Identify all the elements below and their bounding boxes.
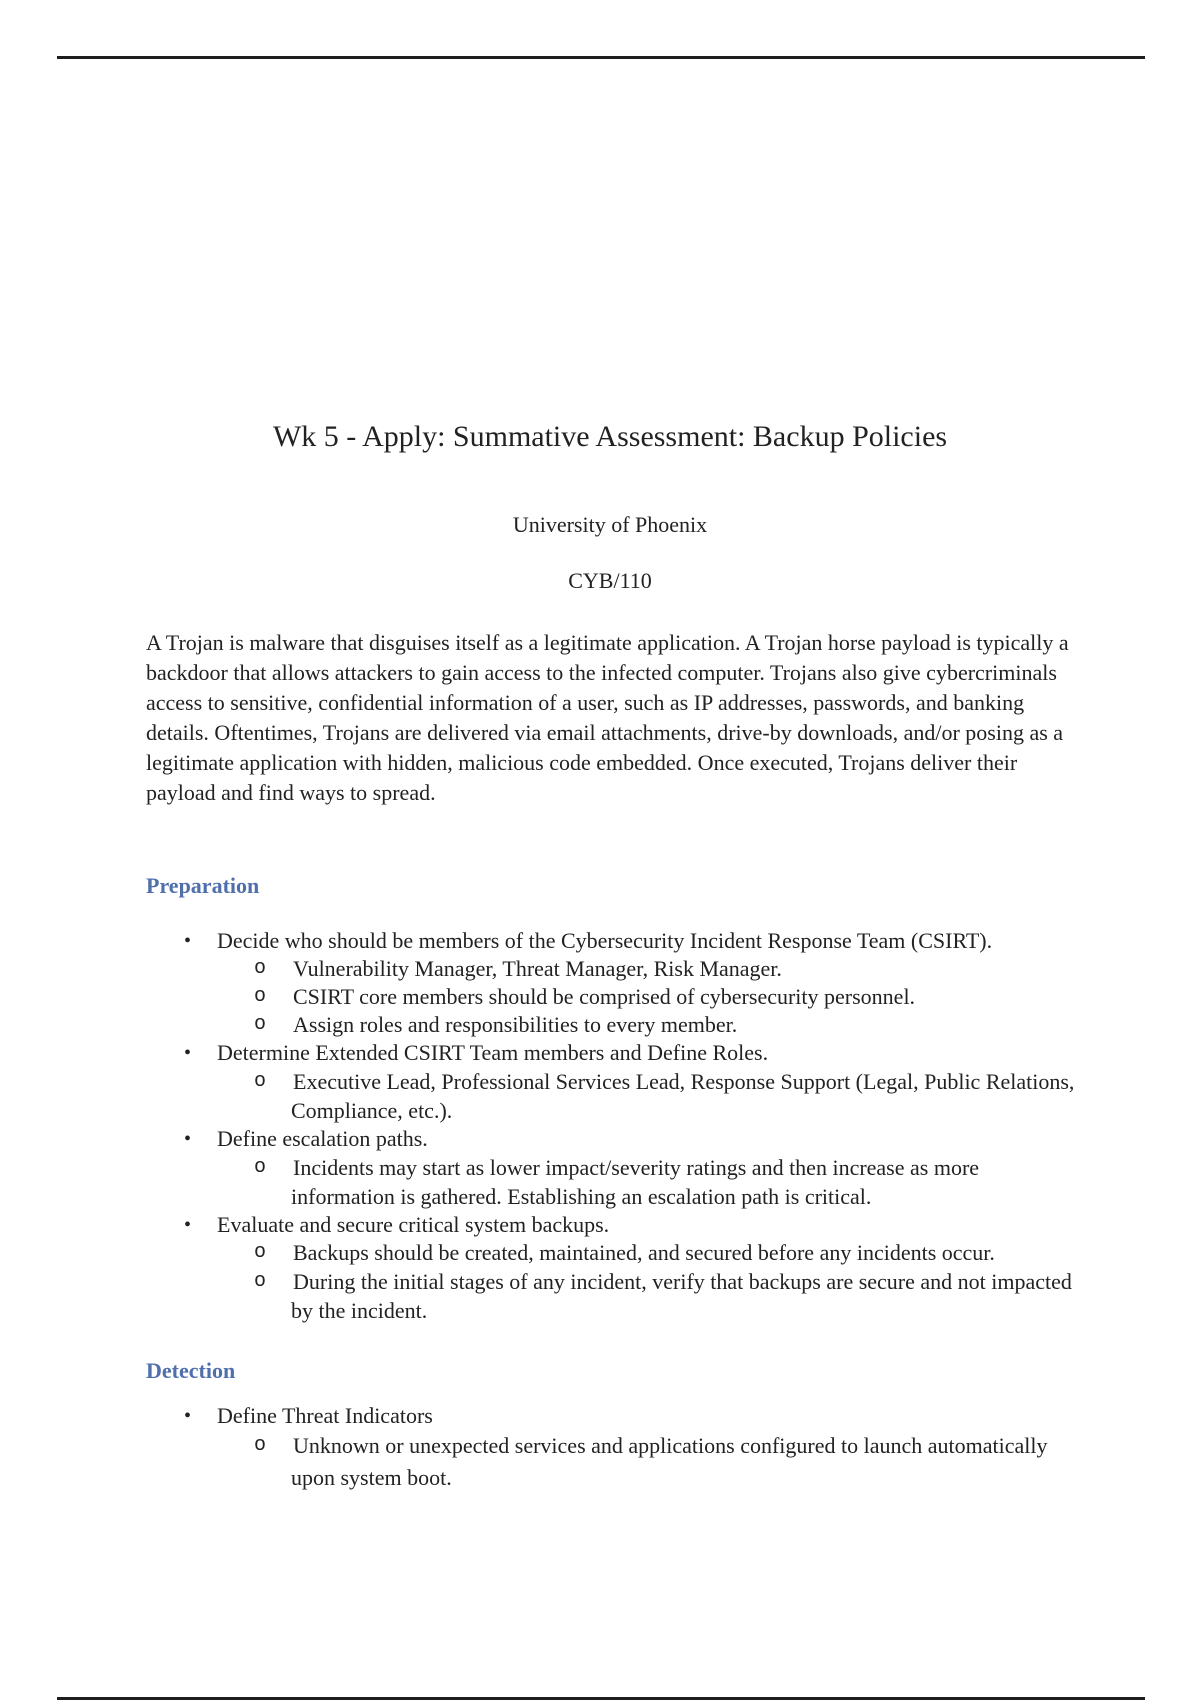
preparation-list — [146, 927, 1086, 1325]
list-item-text: Determine Extended CSIRT Team members and Define Roles. — [217, 1040, 769, 1065]
sub-list-item-text: CSIRT core members should be comprised of cybersecurity personnel. — [293, 984, 916, 1009]
sub-list-item — [146, 1267, 1086, 1325]
bullet-icon: • — [184, 1128, 192, 1150]
sub-list-item-text: Backups should be created, maintained, and secured before any incidents occur. — [293, 1240, 995, 1265]
sub-list-item-text: Unknown or unexpected services and applications configured to launch automatically upon system boot. — [291, 1433, 1048, 1490]
circle-bullet-icon: o — [254, 1270, 267, 1293]
sub-list — [146, 955, 1086, 1039]
sub-list — [146, 1153, 1086, 1211]
list-item-text: Evaluate and secure critical system backups. — [217, 1212, 610, 1237]
section-heading-preparation: Preparation — [146, 873, 260, 898]
bullet-icon: • — [184, 1214, 192, 1236]
circle-bullet-icon: o — [254, 1013, 267, 1036]
list-item — [146, 1039, 1086, 1067]
detection-list — [146, 1402, 1086, 1494]
list-item-text: Decide who should be members of the Cybersecurity Incident Response Team (CSIRT). — [217, 928, 993, 953]
sub-list — [146, 1239, 1086, 1325]
sub-list-item-text: During the initial stages of any incident, verify that backups are secure and not impacted by the incident. — [291, 1269, 1072, 1323]
list-item — [146, 927, 1086, 955]
institution-name: University of Phoenix — [512, 512, 708, 537]
list-item-text: Define escalation paths. — [217, 1126, 428, 1151]
circle-bullet-icon: o — [254, 985, 267, 1008]
bullet-icon: • — [184, 930, 192, 952]
intro-paragraph: A Trojan is malware that disguises itself as a legitimate application. A Trojan horse payload is typically a backdoor that allows attackers to gain access to the infected computer. Trojans also give cybercriminals access to sensitive, confidential information of a user, such as IP addresses, passwords, and banking details. Oftentimes, Trojans are delivered via email attachments, drive-by downloads, and/or posing as a legitimate application with hidden, malicious code embedded. Once executed, Trojans deliver their payload and find ways to spread. — [146, 630, 1069, 805]
sub-list-item-text: Vulnerability Manager, Threat Manager, Risk Manager. — [293, 956, 782, 981]
sub-list-item-text: Incidents may start as lower impact/severity ratings and then increase as more information is gathered. Establishing an escalation path is critical. — [291, 1155, 980, 1209]
sub-list — [146, 1067, 1086, 1125]
list-item — [146, 1125, 1086, 1153]
circle-bullet-icon: o — [254, 1070, 267, 1093]
circle-bullet-icon: o — [254, 1241, 267, 1264]
list-item-text: Define Threat Indicators — [217, 1403, 433, 1428]
circle-bullet-icon: o — [254, 1434, 267, 1457]
sub-list — [146, 1430, 1086, 1494]
section-heading-detection: Detection — [146, 1358, 236, 1383]
sub-list-item — [146, 1067, 1086, 1125]
sub-list-item — [146, 955, 1086, 983]
sub-list-item — [146, 1011, 1086, 1039]
sub-list-item — [146, 983, 1086, 1011]
sub-list-item — [146, 1153, 1086, 1211]
header-rule — [57, 56, 1145, 59]
sub-list-item-text: Assign roles and responsibilities to every member. — [293, 1012, 738, 1037]
sub-list-item-text: Executive Lead, Professional Services Lead, Response Support (Legal, Public Relations, Compliance, etc.). — [291, 1069, 1075, 1123]
bullet-icon: • — [184, 1405, 192, 1427]
circle-bullet-icon: o — [254, 957, 267, 980]
bullet-icon: • — [184, 1042, 192, 1064]
list-item — [146, 1211, 1086, 1239]
sub-list-item — [146, 1430, 1086, 1494]
course-code: CYB/110 — [568, 568, 652, 593]
circle-bullet-icon: o — [254, 1156, 267, 1179]
document-title: Wk 5 - Apply: Summative Assessment: Backup Policies — [272, 420, 948, 453]
sub-list-item — [146, 1239, 1086, 1267]
list-item — [146, 1402, 1086, 1430]
